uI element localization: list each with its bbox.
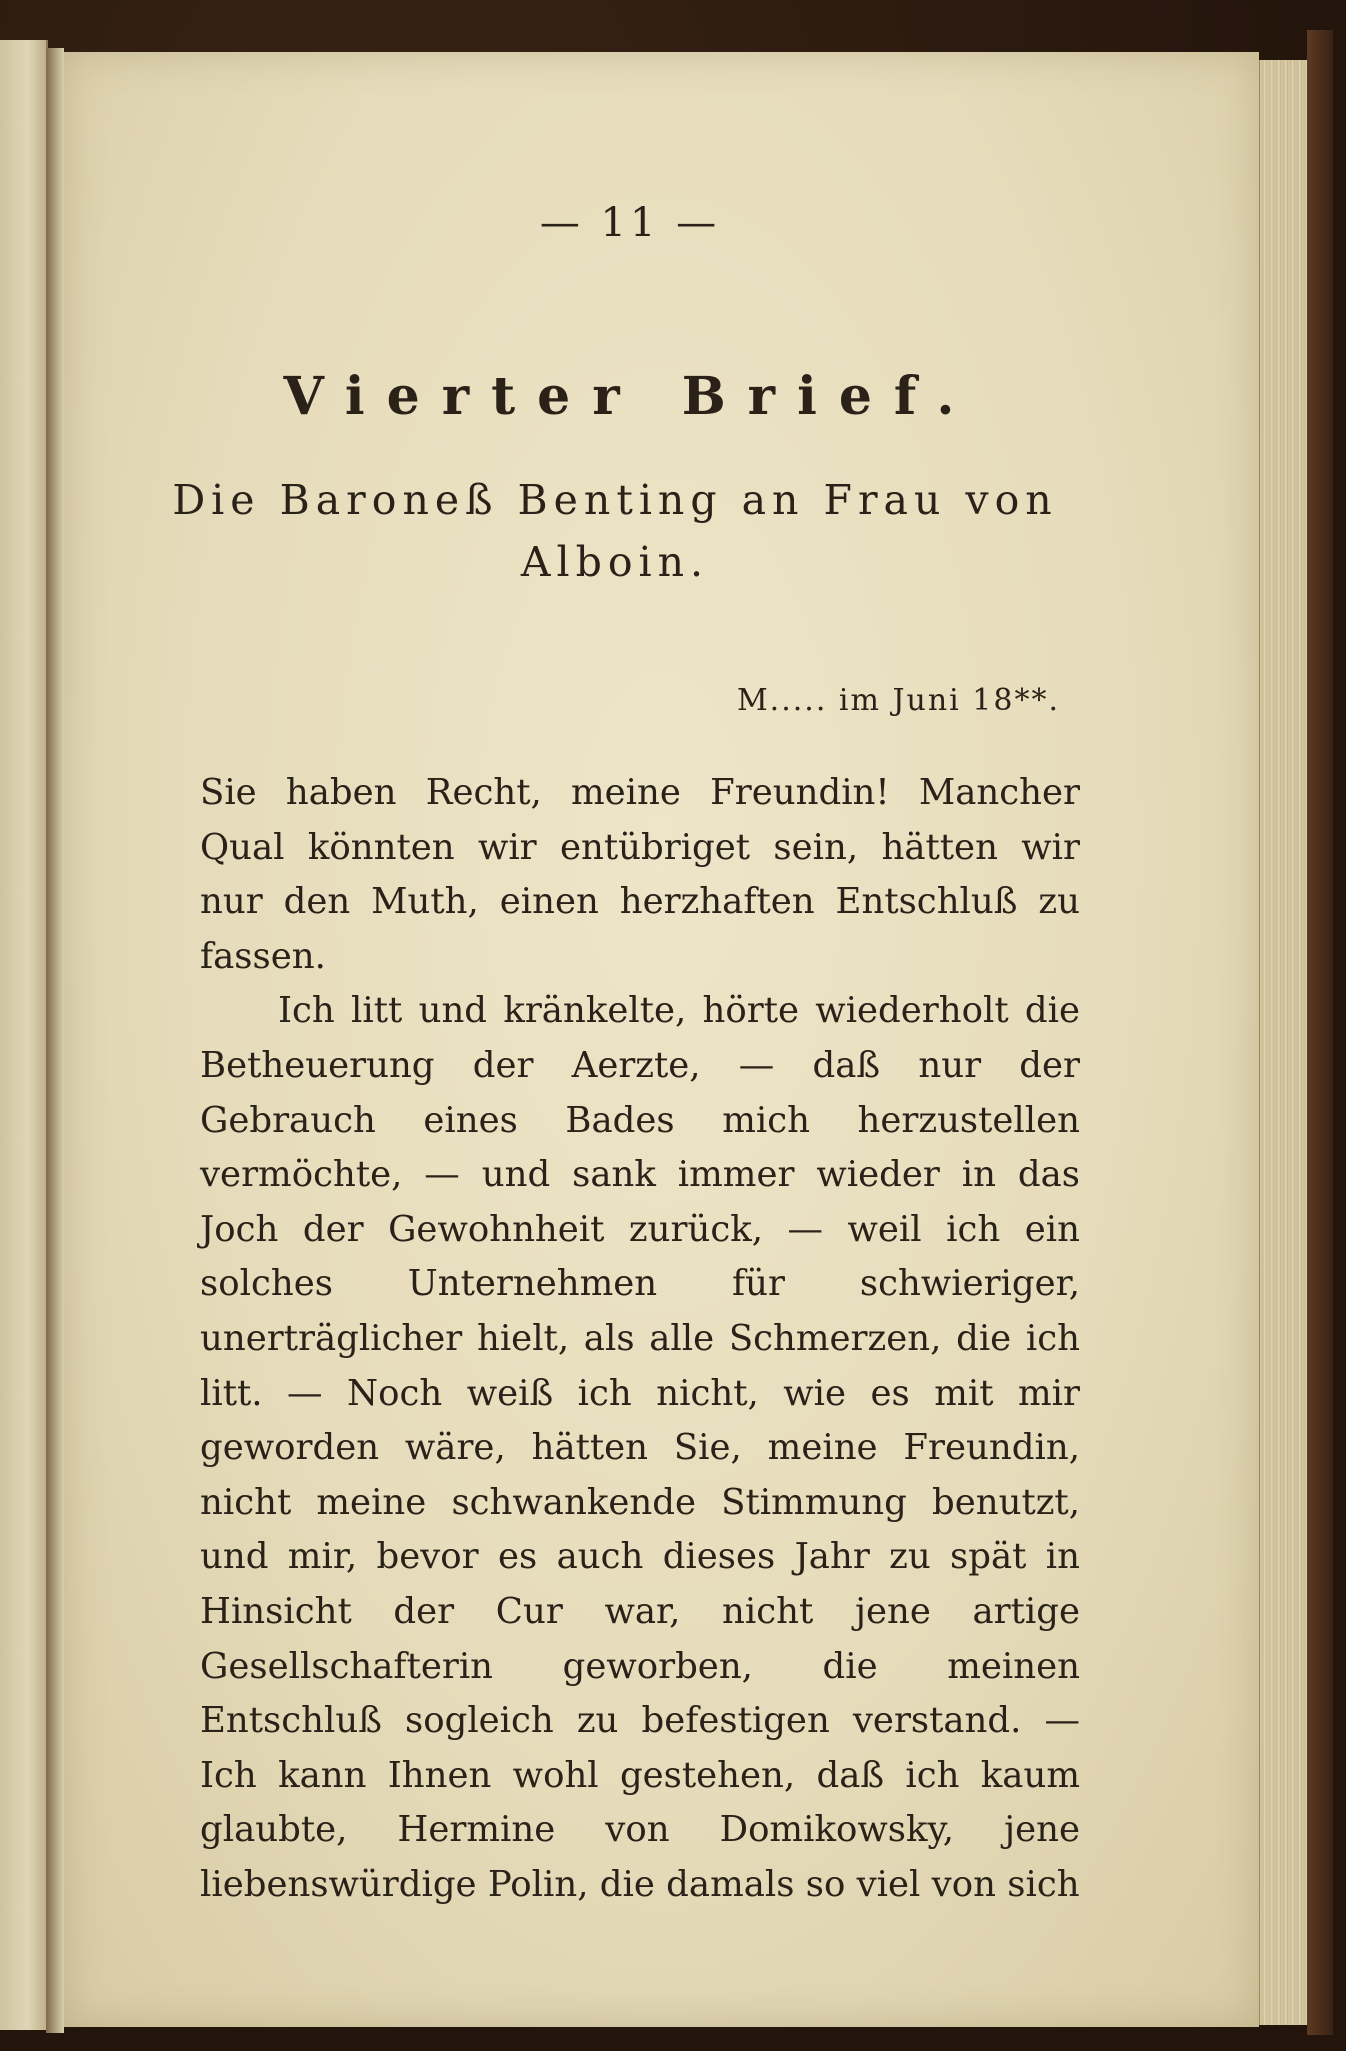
chapter-title: Vierter Brief. (283, 366, 977, 427)
left-page-edge (0, 40, 48, 2030)
letter-body (140, 766, 1080, 1912)
page-number: — 11 — (539, 200, 721, 246)
letter-dateline: M..... im Juni 18**. (736, 683, 1060, 718)
page-text-block (140, 200, 1090, 1912)
page-edges (1259, 60, 1308, 2025)
paragraph: Sie haben Recht, meine Freundin! Mancher Qual könnten wir entübriget sein, hätten wir nur den Muth, einen herzhaften Entschluß zu fassen. (200, 772, 1080, 977)
book-gutter (46, 48, 64, 2033)
paragraph: Ich litt und kränkelte, hörte wiederholt die Betheuerung der Aerzte, — daß nur der Gebrauch eines Bades mich herzustellen vermöchte, — und sank immer wieder in das Joch der Gewohnheit zurück, — weil ich ein solches Unternehmen für schwieriger, unerträglicher hielt, als alle Schmerzen, die ich litt. — Noch weiß ich nicht, wie es mit mir geworden wäre, hätten Sie, meine Freundin, nicht meine schwankende Stimmung benutzt, und mir, bevor es auch dieses Jahr zu spät in Hinsicht der Cur war, nicht jene artige Gesellschafterin geworben, die meinen Entschluß sogleich zu befestigen verstand. — Ich kann Ihnen wohl gestehen, daß ich kaum glaubte, Hermine von Domikowsky, jene liebenswürdige Polin, die damals so viel von sich (200, 990, 1080, 1905)
book-cover-edge (1307, 30, 1333, 2035)
chapter-subtitle: Die Baroneß Benting an Frau von Alboin. (172, 476, 1058, 586)
